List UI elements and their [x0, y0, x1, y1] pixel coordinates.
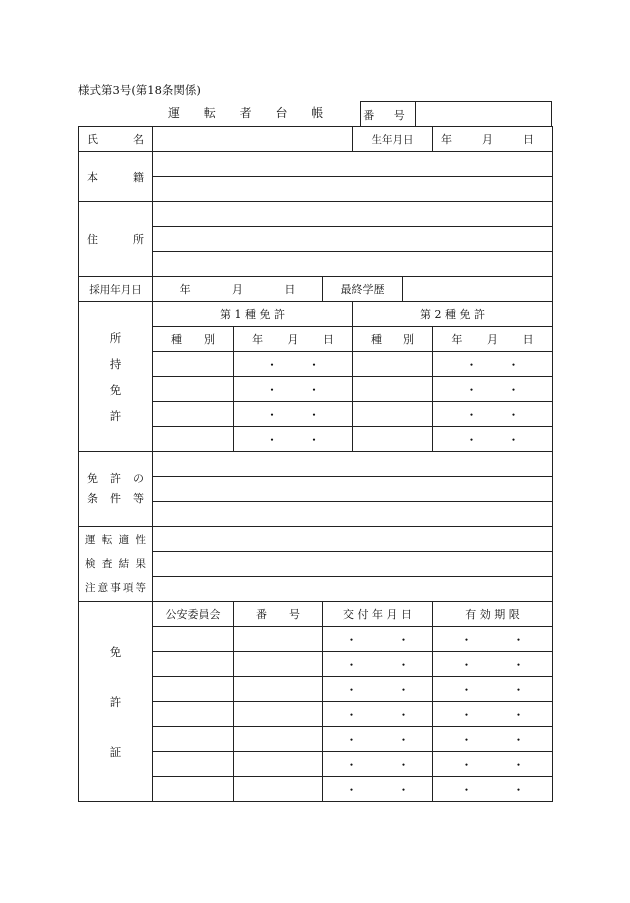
- year-unit: 年: [451, 333, 463, 346]
- class2-license-header: 第 2 種 免 許: [353, 302, 553, 327]
- name-field[interactable]: [153, 127, 353, 152]
- validity-cell[interactable]: ・ ・: [433, 777, 553, 802]
- commission-cell[interactable]: [153, 627, 234, 652]
- class1-date-header: [234, 327, 353, 352]
- card-number-cell[interactable]: [234, 777, 323, 802]
- aptitude-field-line-2[interactable]: [153, 552, 553, 577]
- month-unit: 月: [482, 133, 494, 146]
- issue-date-cell[interactable]: ・ ・: [323, 752, 433, 777]
- education-label: 最終学歴: [323, 277, 403, 302]
- number-box: [360, 101, 552, 127]
- address-field-line-3[interactable]: [153, 252, 553, 277]
- label-char: 免: [109, 382, 122, 397]
- address-field-line-2[interactable]: [153, 227, 553, 252]
- address-field-line-1[interactable]: [153, 202, 553, 227]
- label-line: 注意事項等: [85, 582, 146, 594]
- class2-date-cell[interactable]: ・ ・: [433, 427, 553, 452]
- licenses-held-label: [79, 302, 153, 452]
- label-line: 条件等: [87, 492, 144, 505]
- card-number-cell[interactable]: [234, 627, 323, 652]
- birth-date-label: 生年月日: [353, 127, 433, 152]
- card-number-cell[interactable]: [234, 727, 323, 752]
- class1-kind-cell[interactable]: [153, 402, 234, 427]
- class1-kind-header: 種別: [153, 327, 234, 352]
- validity-cell[interactable]: ・ ・: [433, 652, 553, 677]
- class2-kind-cell[interactable]: [353, 427, 433, 452]
- page-title: 運 転 者 台 帳: [168, 106, 334, 120]
- class2-kind-cell[interactable]: [353, 352, 433, 377]
- label-char: 免: [109, 644, 122, 659]
- aptitude-field-line-3[interactable]: [153, 577, 553, 602]
- hire-date-label: 採用年月日: [79, 277, 153, 302]
- card-number-cell[interactable]: [234, 752, 323, 777]
- issue-date-cell[interactable]: ・ ・: [323, 702, 433, 727]
- driver-ledger-table: [78, 126, 553, 802]
- validity-cell[interactable]: ・ ・: [433, 752, 553, 777]
- class1-date-cell[interactable]: ・ ・: [234, 427, 353, 452]
- issue-date-header: 交 付 年 月 日: [323, 602, 433, 627]
- year-unit: 年: [441, 133, 453, 146]
- label-char: 所: [109, 330, 122, 345]
- commission-cell[interactable]: [153, 777, 234, 802]
- birth-date-field[interactable]: [433, 127, 553, 152]
- license-cards-label: [79, 602, 153, 802]
- commission-cell[interactable]: [153, 727, 234, 752]
- day-unit: 日: [322, 333, 334, 346]
- number-label: 番 号: [361, 102, 416, 127]
- class1-license-header: 第 1 種 免 許: [153, 302, 353, 327]
- name-label: 氏名: [79, 127, 153, 152]
- card-number-cell[interactable]: [234, 652, 323, 677]
- month-unit: 月: [287, 333, 299, 346]
- month-unit: 月: [487, 333, 498, 346]
- day-unit: 日: [522, 333, 534, 346]
- year-unit: 年: [252, 333, 264, 346]
- address-label: 住所: [79, 202, 153, 277]
- commission-cell[interactable]: [153, 752, 234, 777]
- label-line: 運転適性: [85, 534, 146, 546]
- card-number-cell[interactable]: [234, 702, 323, 727]
- class2-kind-header: 種別: [353, 327, 433, 352]
- number-field[interactable]: [415, 102, 551, 127]
- class1-kind-cell[interactable]: [153, 352, 234, 377]
- validity-cell[interactable]: ・ ・: [433, 702, 553, 727]
- honseki-field-line-2[interactable]: [153, 177, 553, 202]
- card-number-header: 番 号: [234, 602, 323, 627]
- validity-cell[interactable]: ・ ・: [433, 677, 553, 702]
- form-number-label: 様式第3号(第18条関係): [78, 83, 201, 97]
- class2-date-cell[interactable]: ・ ・: [433, 352, 553, 377]
- year-unit: 年: [179, 283, 191, 296]
- class2-kind-cell[interactable]: [353, 402, 433, 427]
- issue-date-cell[interactable]: ・ ・: [323, 677, 433, 702]
- label-char: 許: [109, 694, 122, 709]
- day-unit: 日: [523, 133, 535, 146]
- validity-cell[interactable]: ・ ・: [433, 727, 553, 752]
- class1-kind-cell[interactable]: [153, 427, 234, 452]
- issue-date-cell[interactable]: ・ ・: [323, 777, 433, 802]
- validity-header: 有 効 期 限: [433, 602, 553, 627]
- conditions-label: [79, 452, 153, 527]
- commission-header: 公安委員会: [153, 602, 234, 627]
- hire-date-field[interactable]: [153, 277, 323, 302]
- class2-date-cell[interactable]: ・ ・: [433, 402, 553, 427]
- conditions-field-line-2[interactable]: [153, 477, 553, 502]
- class2-date-header: [433, 327, 553, 352]
- label-line: 免許の: [87, 472, 144, 485]
- honseki-label: 本籍: [79, 152, 153, 202]
- issue-date-cell[interactable]: ・ ・: [323, 727, 433, 752]
- class1-date-cell[interactable]: ・ ・: [234, 402, 353, 427]
- class1-kind-cell[interactable]: [153, 377, 234, 402]
- class2-date-cell[interactable]: ・ ・: [433, 377, 553, 402]
- class1-date-cell[interactable]: ・ ・: [234, 377, 353, 402]
- class1-date-cell[interactable]: ・ ・: [234, 352, 353, 377]
- education-field[interactable]: [403, 277, 553, 302]
- label-char: 許: [109, 408, 122, 423]
- commission-cell[interactable]: [153, 677, 234, 702]
- label-line: 検査結果: [85, 558, 146, 570]
- conditions-field-line-1[interactable]: [153, 452, 553, 477]
- commission-cell[interactable]: [153, 652, 234, 677]
- honseki-field-line-1[interactable]: [153, 152, 553, 177]
- label-char: 証: [109, 744, 122, 759]
- commission-cell[interactable]: [153, 702, 234, 727]
- day-unit: 日: [284, 283, 296, 296]
- aptitude-label: [79, 527, 153, 602]
- aptitude-field-line-1[interactable]: [153, 527, 553, 552]
- issue-date-cell[interactable]: ・ ・: [323, 627, 433, 652]
- class2-kind-cell[interactable]: [353, 377, 433, 402]
- month-unit: 月: [231, 283, 243, 296]
- card-number-cell[interactable]: [234, 677, 323, 702]
- validity-cell[interactable]: ・ ・: [433, 627, 553, 652]
- label-char: 持: [109, 356, 122, 371]
- conditions-field-line-3[interactable]: [153, 502, 553, 527]
- issue-date-cell[interactable]: ・ ・: [323, 652, 433, 677]
